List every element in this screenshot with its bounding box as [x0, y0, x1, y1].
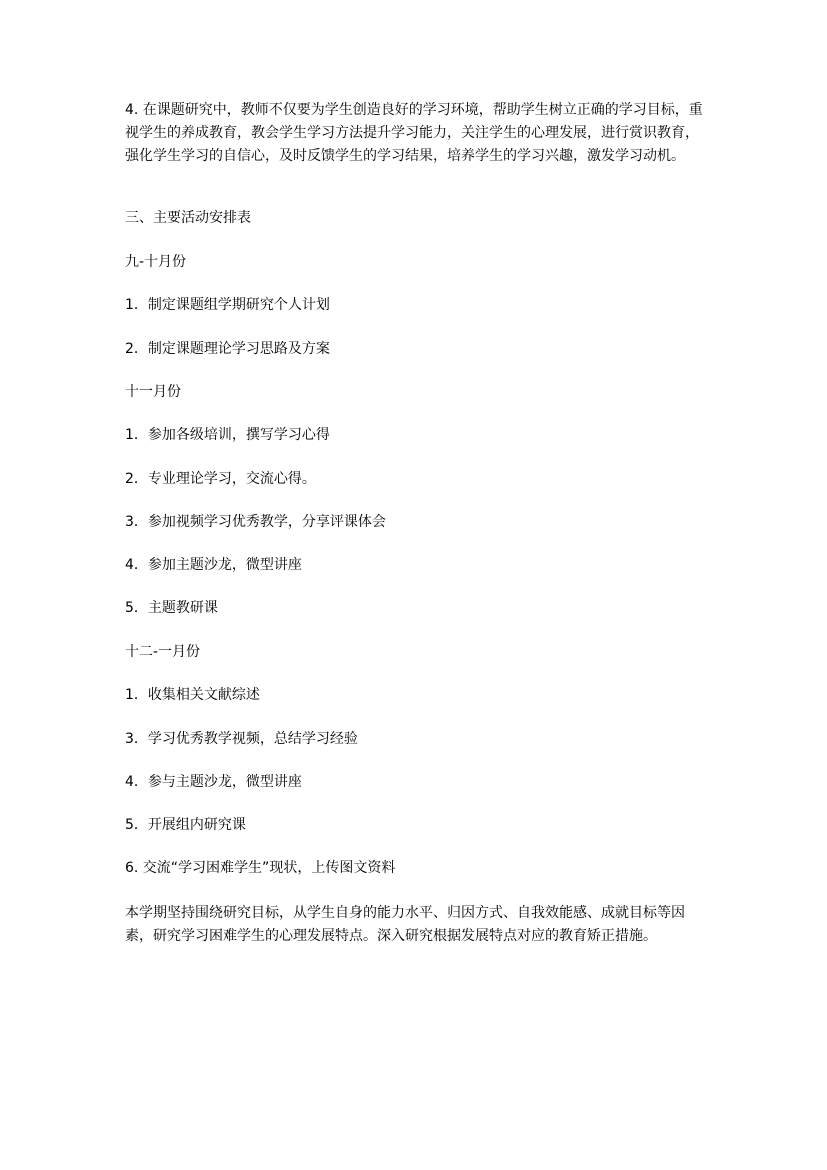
list-item: 1．收集相关文献综述: [125, 687, 260, 703]
list-item: 4．参与主题沙龙，微型讲座: [125, 774, 302, 790]
closing-paragraph: 本学期坚持围绕研究目标，从学生自身的能力水平、归因方式、自我效能感、成就目标等因素，研究学习困难学生的心理发展特点。深入研究根据发展特点对应的教育矫正措施。: [125, 905, 685, 944]
period-heading-dec-jan: 十二-一月份: [125, 644, 201, 660]
list-item: 3．参加视频学习优秀教学，分享评课体会: [125, 514, 386, 530]
list-item: 2．制定课题理论学习思路及方案: [125, 341, 330, 357]
list-item: 4．参加主题沙龙，微型讲座: [125, 557, 302, 573]
list-item: 6. 交流“学习困难学生”现状，上传图文资料: [125, 860, 396, 876]
list-item: 1．参加各级培训，撰写学习心得: [125, 427, 330, 443]
list-item: 5．主题教研课: [125, 600, 218, 616]
list-item: 2．专业理论学习，交流心得。: [125, 471, 316, 487]
paragraph-4: 4. 在课题研究中，教师不仅要为学生创造良好的学习环境，帮助学生树立正确的学习目标，重视学生的养成教育，教会学生学习方法提升学习能力，关注学生的心理发展，进行赏识教育，强化学生学习的自信心，及时反馈学生的学习结果，培养学生的学习兴趣，激发学习动机。: [125, 102, 703, 164]
list-item: 5．开展组内研究课: [125, 817, 246, 833]
period-heading-sep-oct: 九-十月份: [125, 254, 187, 270]
section-title: 三、主要活动安排表: [125, 210, 251, 226]
list-item: 1．制定课题组学期研究个人计划: [125, 297, 330, 313]
list-item: 3．学习优秀教学视频，总结学习经验: [125, 731, 358, 747]
period-heading-nov: 十一月份: [125, 384, 181, 400]
